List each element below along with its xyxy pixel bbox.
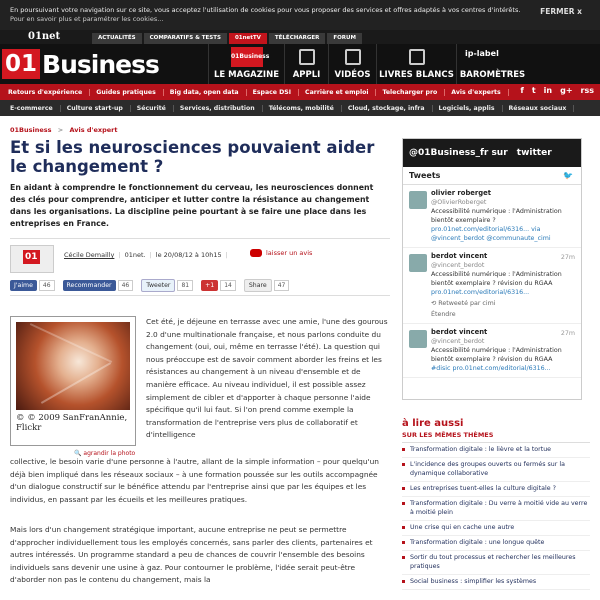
linkedin-share-button[interactable]: Share bbox=[244, 279, 272, 292]
tweet[interactable] bbox=[403, 324, 581, 378]
twitter-on: sur bbox=[491, 148, 508, 158]
tweet-count: 81 bbox=[177, 280, 193, 291]
list-item[interactable]: Sortir du tout processus et rechercher les meilleures pratiques bbox=[402, 551, 590, 575]
tweet-link[interactable]: #disic pro.01net.com/editorial/6316... bbox=[431, 365, 551, 372]
tweet-author[interactable]: olivier roberget bbox=[431, 189, 491, 197]
bird-icon: 🐦 bbox=[563, 171, 573, 180]
neurons-photo[interactable] bbox=[16, 322, 130, 410]
tweet-text: Accessibilité numérique : l'Administration bientôt exemplaire ? révision du RGAA bbox=[431, 347, 562, 363]
nav-barometres-label: BAROMÈTRES bbox=[459, 70, 526, 80]
breadcrumb-home[interactable]: 01Business bbox=[10, 126, 52, 134]
related-title: à lire aussi bbox=[402, 418, 464, 429]
magnifier-icon: 🔍 bbox=[74, 450, 84, 457]
share-bar bbox=[10, 276, 390, 296]
rss-icon[interactable]: rss bbox=[580, 86, 594, 95]
nav-espace-dsi[interactable]: Espace DSI bbox=[253, 89, 299, 96]
twitter-account[interactable]: @01Business_fr bbox=[409, 148, 489, 158]
expand-link[interactable]: Étendre bbox=[431, 311, 456, 318]
video-icon bbox=[345, 49, 361, 65]
tab-forum[interactable]: FORUM bbox=[327, 33, 362, 44]
article-title: Et si les neurosciences pouvaient aider le changement ? bbox=[10, 138, 375, 176]
phone-icon bbox=[299, 49, 315, 65]
article bbox=[10, 126, 390, 585]
avatar[interactable] bbox=[409, 254, 427, 272]
retweet-icon: ⟲ bbox=[431, 300, 439, 307]
mini-logo[interactable]: 01net bbox=[28, 31, 61, 42]
list-item[interactable]: Social business : simplifier les systèmes bbox=[402, 575, 590, 590]
byline: 01 Cécile Demailly | 01net. | le 20/08/12 à 10h15 | laisser un avis bbox=[10, 238, 390, 274]
nav-appli-label: APPLI bbox=[292, 70, 321, 80]
article-date: le 20/08/12 à 10h15 bbox=[155, 251, 222, 259]
facebook-icon[interactable]: f bbox=[520, 86, 524, 95]
secondary-nav bbox=[0, 100, 600, 116]
avatar[interactable] bbox=[409, 191, 427, 209]
avatar[interactable] bbox=[409, 330, 427, 348]
tweet-mentions[interactable]: @vincent_berdot @communaute_cimi bbox=[431, 235, 551, 242]
article-lead: En aidant à comprendre le fonctionnement du cerveau, les neurosciences donnent des clés pour comprendre, anticiper et lutter contre la résistance au changement dans les organisations. La discipline peine pourtant à se faire une place dans les entreprises en France. bbox=[10, 183, 374, 228]
breadcrumb-separator: > bbox=[57, 126, 64, 134]
tweet-author[interactable]: berdot vincent bbox=[431, 328, 488, 336]
tweet[interactable] bbox=[403, 185, 581, 248]
recommend-count: 46 bbox=[118, 280, 134, 291]
article-figure bbox=[10, 316, 136, 446]
facebook-like-button[interactable]: J'aime bbox=[10, 280, 37, 291]
nav-magazine[interactable] bbox=[208, 44, 284, 84]
nav-reseaux-sociaux[interactable]: Réseaux sociaux bbox=[509, 105, 575, 112]
author-link[interactable]: Cécile Demailly bbox=[64, 251, 115, 259]
nav-videos-label: VIDÉOS bbox=[334, 70, 371, 80]
tweet-handle: @vincent_berdot bbox=[431, 338, 485, 345]
cookie-close-button[interactable]: FERMER x bbox=[540, 7, 582, 16]
googleplus-icon[interactable]: g+ bbox=[560, 86, 573, 95]
nav-livres-label: LIVRES BLANCS bbox=[379, 70, 454, 80]
logo-business: Business bbox=[42, 49, 159, 79]
tweet[interactable] bbox=[403, 248, 581, 324]
list-item[interactable]: Transformation digitale : le lièvre et la tortue bbox=[402, 443, 590, 458]
avatar-logo: 01 bbox=[25, 252, 38, 262]
nav-retours[interactable]: Retours d'expérience bbox=[8, 89, 90, 96]
nav-avis-experts[interactable]: Avis d'experts bbox=[451, 89, 508, 96]
breadcrumb bbox=[10, 126, 390, 134]
related-subtitle: SUR LES MÊMES THÈMES bbox=[402, 431, 590, 443]
retweet-info bbox=[431, 299, 575, 308]
tweet-button[interactable]: Tweeter bbox=[141, 279, 175, 292]
list-item[interactable]: Les entreprises tuent-elles la culture digitale ? bbox=[402, 482, 590, 497]
tab-actualites[interactable]: ACTUALITÉS bbox=[92, 33, 142, 44]
article-paragraph-1b: collective, le besoin varie d'une personne à l'autre, allant de la simple information – pour quelqu'un déjà bien impliqué dans les réseaux sociaux – à une formation poussée sur les outils accompagnée d'un dialogue constructif sur le bénéfice attendu par l'entreprise ainsi que par les équipes et les individus, en passant par les écueils et les meilleures pratiques. bbox=[10, 457, 379, 504]
article-paragraph-2: Mais lors d'un changement stratégique important, aucune entreprise ne peut se permettre d'approcher individuellement tous les employés concernés, sans parler des clients, partenaires et autres intéressés. Un programme standard a peu de chances de couvrir l'ensemble des besoins individuels sans devenir une usine à gaz. Pour contourner le problème, l'idée serait peut-être d'aborder non pas le contenu du changement, mais la bbox=[10, 525, 373, 585]
tab-telecharger[interactable]: TÉLÉCHARGER bbox=[269, 33, 325, 44]
primary-nav bbox=[0, 84, 600, 100]
photo-caption: © © 2009 SanFranAnnie, Flickr bbox=[16, 413, 128, 433]
facebook-recommend-button[interactable]: Recommander bbox=[63, 280, 116, 291]
comment-link[interactable] bbox=[250, 249, 312, 257]
related-articles bbox=[402, 418, 590, 590]
gplus-count: 14 bbox=[220, 280, 236, 291]
comment-link-label: laisser un avis bbox=[266, 249, 313, 257]
list-item[interactable]: Une crise qui en cache une autre bbox=[402, 521, 590, 536]
list-item[interactable]: L'incidence des groupes ouverts ou fermés sur la dynamique collaborative bbox=[402, 458, 590, 482]
enlarge-photo-label: agrandir la photo bbox=[83, 450, 136, 457]
list-item[interactable]: Transformation digitale : une longue quête bbox=[402, 536, 590, 551]
article-paragraph-1: Cet été, je déjeune en terrasse avec une amie, l'une des gourous 2.0 d'une multinationale française, et nous parlons conduite du changement (oui, oui, même en terrasse l'été). La question qui nous préoccupe est de savoir comment aborder les freins et les résistances au changement à un niveau d'ensemble et de manière efficace. Au niveau individuel, il est possible assez simplement de cibler et d'apporter à chaque personne l'aide spécifique qu'il lui faut. Si l'on prend comme exemple la transformation de l'entreprise vers plus de collaboratif et d'intelligence bbox=[146, 317, 388, 440]
nav-culture-startup[interactable]: Culture start-up bbox=[67, 105, 131, 112]
nav-livres-blancs[interactable] bbox=[376, 44, 456, 84]
nav-services[interactable]: Services, distribution bbox=[180, 105, 263, 112]
cookie-settings-link[interactable]: Pour en savoir plus et paramétrer les cookies... bbox=[10, 15, 164, 23]
tweet-link[interactable]: pro.01net.com/editorial/6316... via bbox=[431, 226, 541, 233]
nav-telecoms[interactable]: Télécoms, mobilité bbox=[269, 105, 342, 112]
site-header bbox=[0, 44, 600, 84]
retweet-info-label: Retweeté par cimi bbox=[438, 300, 496, 307]
tweet-text: Accessibilité numérique : l'Administration bientôt exemplaire ? bbox=[431, 208, 562, 224]
linkedin-icon[interactable]: in bbox=[543, 86, 553, 95]
nav-barometres[interactable] bbox=[456, 44, 528, 84]
twitter-logo: twitter bbox=[516, 148, 552, 158]
twitter-widget bbox=[402, 138, 582, 400]
tweet-link[interactable]: pro.01net.com/editorial/6316... bbox=[431, 289, 530, 296]
tab-01nettv[interactable]: 01netTV bbox=[229, 33, 267, 44]
nav-appli[interactable] bbox=[284, 44, 328, 84]
nav-telecharger-pro[interactable]: Telecharger pro bbox=[382, 89, 445, 96]
list-item[interactable]: Transformation digitale : Du verre à moitié vide au verre à moitié plein bbox=[402, 497, 590, 521]
tweet-time[interactable]: 27m bbox=[560, 254, 575, 261]
site-logo[interactable] bbox=[2, 46, 159, 82]
author-avatar bbox=[10, 245, 54, 273]
nav-securite[interactable]: Sécurité bbox=[137, 105, 174, 112]
breadcrumb-section[interactable]: Avis d'expert bbox=[69, 126, 118, 134]
nav-bigdata[interactable]: Big data, open data bbox=[170, 89, 247, 96]
twitter-icon[interactable]: t bbox=[531, 86, 536, 95]
tweet-handle: @OlivierRoberget bbox=[431, 199, 487, 206]
tweets-tab-label: Tweets bbox=[409, 171, 441, 180]
tweets-tab bbox=[403, 167, 581, 185]
nav-guides[interactable]: Guides pratiques bbox=[96, 89, 164, 96]
nav-videos[interactable] bbox=[328, 44, 376, 84]
top-site-bar bbox=[0, 30, 600, 44]
tweet-handle: @vincent_berdot bbox=[431, 262, 485, 269]
cookie-banner bbox=[0, 0, 600, 30]
article-source: 01net. bbox=[124, 251, 146, 259]
nav-cloud[interactable]: Cloud, stockage, infra bbox=[348, 105, 433, 112]
nav-logiciels[interactable]: Logiciels, applis bbox=[439, 105, 503, 112]
tweet-text: Accessibilité numérique : l'Administration bientôt exemplaire ? révision du RGAA bbox=[431, 271, 562, 287]
iplabel-logo: ip-label bbox=[465, 49, 499, 58]
googleplus-button[interactable]: +1 bbox=[201, 280, 218, 291]
nav-carriere[interactable]: Carrière et emploi bbox=[305, 89, 376, 96]
like-count: 46 bbox=[39, 280, 55, 291]
magazine-cover: 01Business bbox=[231, 47, 263, 67]
nav-magazine-label: LE MAGAZINE bbox=[213, 70, 280, 80]
book-icon bbox=[409, 49, 425, 65]
share-count: 47 bbox=[274, 280, 290, 291]
logo-01: 01 bbox=[2, 49, 40, 79]
twitter-widget-header bbox=[403, 139, 581, 167]
tweet-time[interactable]: 27m bbox=[560, 330, 575, 337]
tweet-author[interactable]: berdot vincent bbox=[431, 252, 488, 260]
cookie-text: En poursuivant votre navigation sur ce site, vous acceptez l'utilisation de cookies pour vous proposer des services et offres adaptés à vos centres d'intérêts. bbox=[10, 6, 521, 14]
speech-bubble-icon bbox=[250, 249, 262, 257]
nav-ecommerce[interactable]: E-commerce bbox=[10, 105, 61, 112]
tab-comparatifs[interactable]: COMPARATIFS & TESTS bbox=[144, 33, 227, 44]
